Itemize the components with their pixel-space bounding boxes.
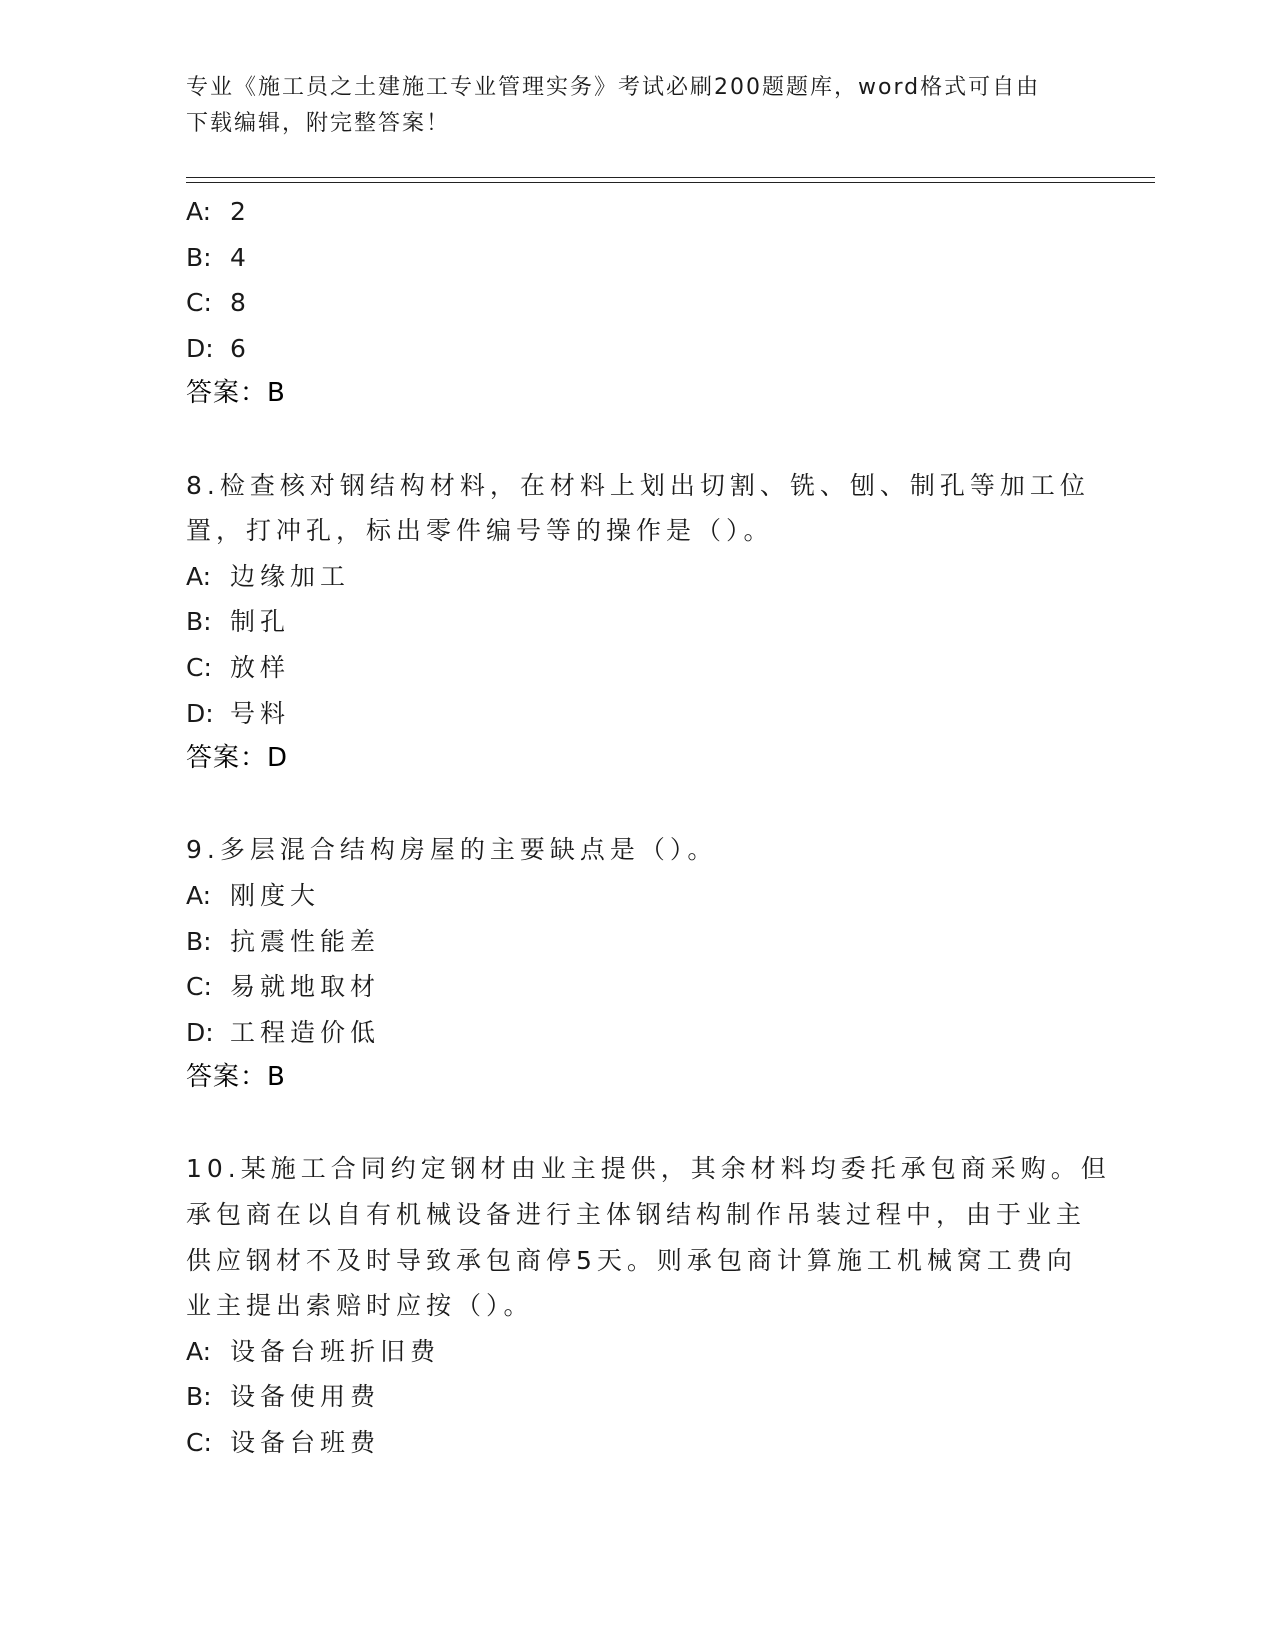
option-text: 工程造价低 xyxy=(230,1017,381,1047)
header-rule-bottom xyxy=(186,182,1155,183)
option-key: C: xyxy=(186,288,212,318)
option-key: A: xyxy=(186,880,212,910)
option-key: B: xyxy=(186,607,212,637)
option-key: D: xyxy=(186,333,214,363)
option-text: 设备台班折旧费 xyxy=(230,1336,441,1366)
option-b xyxy=(186,235,1086,281)
option-text: 号料 xyxy=(230,698,291,728)
option-d xyxy=(186,1010,1086,1056)
header-rule-top xyxy=(186,177,1155,178)
option-key: B: xyxy=(186,242,212,272)
stem-line: 9.多层混合结构房屋的主要缺点是（）。 xyxy=(186,835,718,865)
option-a xyxy=(186,554,1086,600)
option-text: 6 xyxy=(230,333,251,363)
option-key: C: xyxy=(186,1428,212,1458)
option-key: A: xyxy=(186,197,212,226)
question-8 xyxy=(186,463,1090,782)
option-key: B: xyxy=(186,1382,212,1412)
question-9 xyxy=(186,827,1086,1101)
option-b xyxy=(186,919,1086,965)
option-text: 设备台班费 xyxy=(230,1428,381,1458)
option-text: 边缘加工 xyxy=(230,561,351,591)
option-key: D: xyxy=(186,1017,214,1047)
stem-line: 业主提出索赔时应按（）。 xyxy=(186,1291,534,1321)
option-key: C: xyxy=(186,972,212,1002)
option-key: C: xyxy=(186,652,212,682)
option-c xyxy=(186,964,1086,1010)
spacer xyxy=(186,1101,1086,1147)
option-text: 易就地取材 xyxy=(230,972,381,1002)
option-a xyxy=(186,189,1086,235)
stem-line: 置，打冲孔，标出零件编号等的操作是（）。 xyxy=(186,516,774,546)
option-text: 设备使用费 xyxy=(230,1382,381,1412)
question-stem xyxy=(186,1146,1111,1328)
option-text: 2 xyxy=(230,197,251,226)
stem-line: 8.检查核对钢结构材料，在材料上划出切割、铣、刨、制孔等加工位 xyxy=(186,470,1090,500)
option-b xyxy=(186,1374,1086,1420)
option-text: 刚度大 xyxy=(230,880,321,910)
option-b xyxy=(186,599,1086,645)
option-text: 4 xyxy=(230,242,251,272)
header-line-1: 专业《施工员之土建施工专业管理实务》考试必刷200题题库，word格式可自由 xyxy=(186,75,1041,100)
document-header xyxy=(186,70,1066,142)
option-text: 制孔 xyxy=(230,607,291,637)
option-key: D: xyxy=(186,698,214,728)
option-d xyxy=(186,326,1086,372)
answer-line: 答案：B xyxy=(186,1062,286,1093)
header-line-2: 下载编辑，附完整答案！ xyxy=(186,111,451,136)
question-stem xyxy=(186,827,1086,873)
stem-line: 供应钢材不及时导致承包商停5天。则承包商计算施工机械窝工费向 xyxy=(186,1245,1077,1275)
spacer xyxy=(186,782,1086,828)
option-c xyxy=(186,645,1086,691)
option-a xyxy=(186,873,1086,919)
option-key: A: xyxy=(186,1336,212,1366)
answer-line: 答案：D xyxy=(186,743,289,774)
question-7 xyxy=(186,189,1086,417)
option-key: A: xyxy=(186,561,212,591)
question-stem xyxy=(186,463,1090,554)
option-text: 8 xyxy=(230,288,251,318)
option-a xyxy=(186,1329,1086,1375)
option-d xyxy=(186,691,1086,737)
option-text: 抗震性能差 xyxy=(230,926,381,956)
option-c xyxy=(186,280,1086,326)
stem-line: 承包商在以自有机械设备进行主体钢结构制作吊装过程中，由于业主 xyxy=(186,1200,1087,1230)
option-c xyxy=(186,1420,1086,1466)
question-list xyxy=(186,189,1111,1466)
option-key: B: xyxy=(186,926,212,956)
stem-line: 10.某施工合同约定钢材由业主提供，其余材料均委托承包商采购。但 xyxy=(186,1154,1111,1184)
spacer xyxy=(186,417,1086,463)
option-text: 放样 xyxy=(230,652,291,682)
question-10 xyxy=(186,1146,1111,1465)
answer-line: 答案：B xyxy=(186,378,286,409)
